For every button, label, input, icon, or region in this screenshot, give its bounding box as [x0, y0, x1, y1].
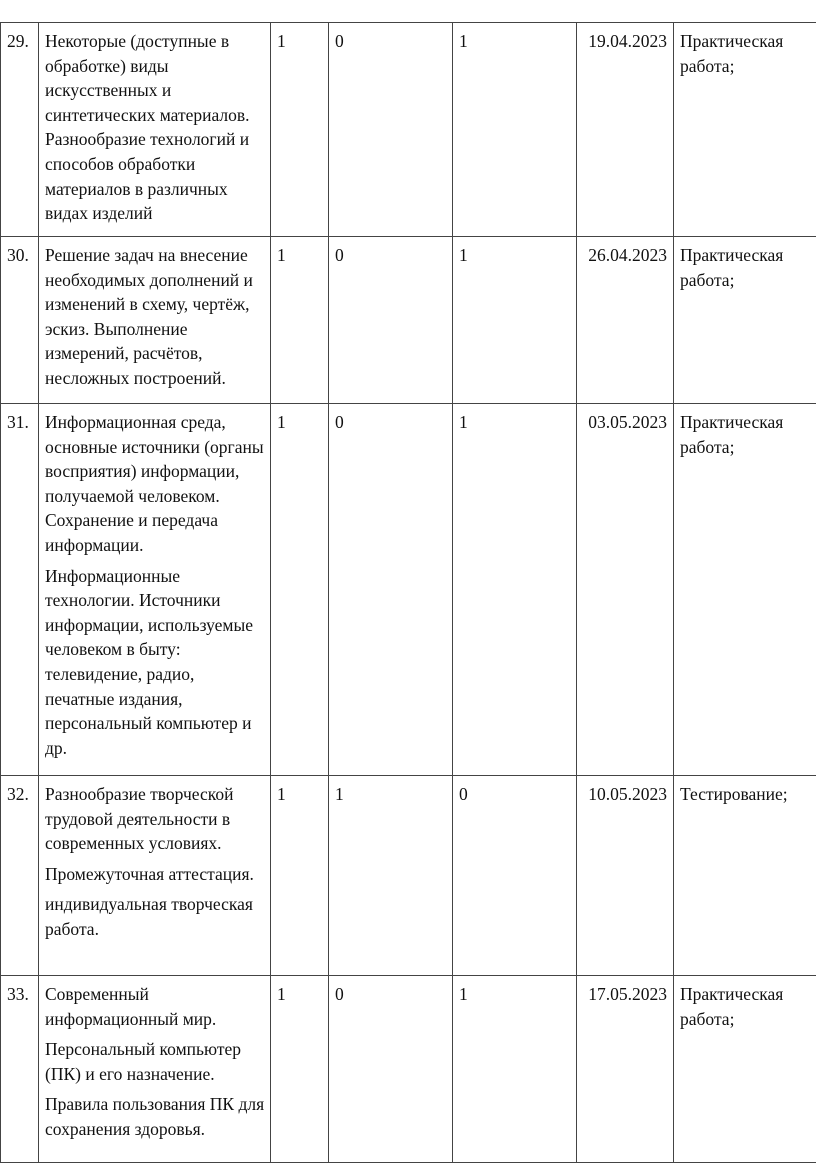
lesson-topic [39, 237, 271, 404]
lesson-number: 33. [1, 976, 39, 1163]
lesson-topic [39, 23, 271, 237]
hours-test: 1 [329, 776, 453, 976]
topic-paragraph: Промежуточная аттестация. [45, 862, 268, 887]
lesson-date: 10.05.2023 [577, 776, 674, 976]
topic-paragraph: Информационная среда, основные источники (органы восприятия) информации, получаемой человеком. Сохранение и передача информации. [45, 410, 268, 558]
topic-paragraph: Решение задач на внесение необходимых дополнений и изменений в схему, чертёж, эскиз. Выполнение измерений, расчётов, несложных построений. [45, 243, 268, 391]
hours-practice: 0 [453, 776, 577, 976]
topic-paragraph: индивидуальная творческая работа. [45, 892, 268, 941]
hours-total: 1 [271, 23, 329, 237]
table-row [1, 404, 816, 776]
topic-paragraph: Правила пользования ПК для сохранения здоровья. [45, 1092, 268, 1141]
control-form: Тестирование; [674, 776, 816, 976]
hours-test: 0 [329, 237, 453, 404]
lesson-date: 19.04.2023 [577, 23, 674, 237]
hours-practice: 1 [453, 976, 577, 1163]
control-form: Практическая работа; [674, 23, 816, 237]
lesson-number: 29. [1, 23, 39, 237]
table-row [1, 23, 816, 237]
topic-paragraph: Персональный компьютер (ПК) и его назначение. [45, 1037, 268, 1086]
lesson-date: 17.05.2023 [577, 976, 674, 1163]
lesson-schedule-table [0, 22, 816, 1163]
hours-total: 1 [271, 776, 329, 976]
hours-practice: 1 [453, 404, 577, 776]
table-row [1, 776, 816, 976]
hours-total: 1 [271, 404, 329, 776]
table-row [1, 976, 816, 1163]
control-form: Практическая работа; [674, 976, 816, 1163]
lesson-topic [39, 404, 271, 776]
hours-test: 0 [329, 976, 453, 1163]
hours-practice: 1 [453, 237, 577, 404]
topic-paragraph: Современный информационный мир. [45, 982, 268, 1031]
hours-test: 0 [329, 404, 453, 776]
topic-paragraph: Информационные технологии. Источники информации, используемые человеком в быту: телевидение, радио, печатные издания, персональный компьютер и др. [45, 564, 268, 761]
topic-paragraph: Разнообразие творческой трудовой деятельности в современных условиях. [45, 782, 268, 856]
lesson-number: 32. [1, 776, 39, 976]
lesson-date: 03.05.2023 [577, 404, 674, 776]
hours-test: 0 [329, 23, 453, 237]
hours-total: 1 [271, 976, 329, 1163]
lesson-topic [39, 776, 271, 976]
lesson-number: 30. [1, 237, 39, 404]
lesson-topic [39, 976, 271, 1163]
control-form: Практическая работа; [674, 404, 816, 776]
lesson-date: 26.04.2023 [577, 237, 674, 404]
hours-practice: 1 [453, 23, 577, 237]
table-row [1, 237, 816, 404]
lesson-number: 31. [1, 404, 39, 776]
topic-paragraph: Некоторые (доступные в обработке) виды искусственных и синтетических материалов. Разнообразие технологий и способов обработки материалов в различных видах изделий [45, 29, 268, 226]
control-form: Практическая работа; [674, 237, 816, 404]
hours-total: 1 [271, 237, 329, 404]
